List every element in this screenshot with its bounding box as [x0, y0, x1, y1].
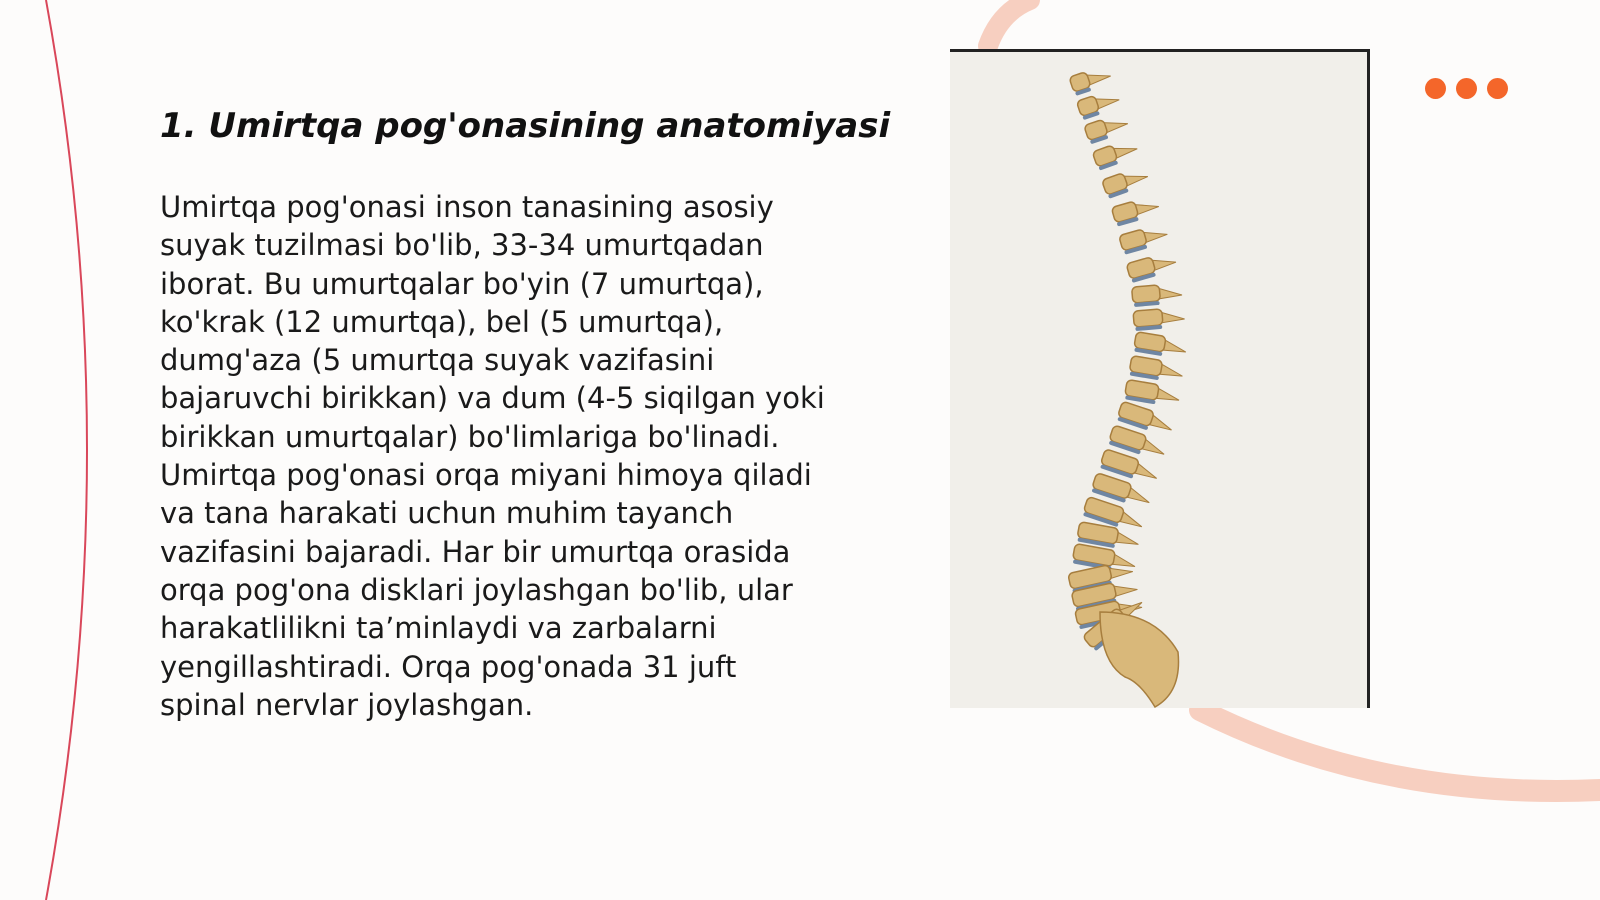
vertebra — [1133, 332, 1188, 360]
vertebra — [1092, 137, 1140, 170]
vertebra — [1119, 223, 1170, 255]
vertebra — [1129, 356, 1185, 384]
vertebra — [1132, 283, 1183, 307]
left-curve-line — [46, 0, 87, 900]
vertebra — [1111, 195, 1161, 227]
vertebra — [1133, 307, 1185, 331]
dot-icon — [1425, 78, 1446, 99]
more-dots-icon — [1425, 78, 1508, 102]
peach-arc-bottom — [1200, 710, 1600, 791]
slide-title: 1. Umirtqa pog'onasining anatomiyasi — [160, 106, 891, 146]
dot-icon — [1456, 78, 1477, 99]
peach-arc-top — [988, 0, 1030, 46]
spine-image-frame — [950, 49, 1370, 708]
sacrum — [1100, 612, 1179, 707]
slide-body-text: Umirtqa pog'onasi inson tanasining asosiy suyak tuzilmasi bo'lib, 33-34 umurtqadan iborat. Bu umurtqalar bo'yin (7 umurtqa), ko'krak (12 umurtqa), bel (5 umurtqa), dumg'aza (5 umurtqa suyak vazifasini bajaruvchi birikkan) va dum (4-5 siqilgan yoki birikkan umurtqalar) bo'limlariga bo'linadi. Umirtqa pog'onasi orqa miyani himoya qiladi va tana harakati uchun muhim tayanch vazifasini bajaradi. Har bir umurtqa orasida orqa pog'ona disklari joylashgan bo'lib, ular harakatlilikni ta’minlaydi va zarbalarni yengillashtiradi. Orqa pog'onada 31 juft spinal nervlar joylashgan. — [160, 190, 825, 722]
spine-illustration — [950, 52, 1370, 708]
vertebra — [1102, 165, 1151, 199]
vertebra — [1069, 65, 1113, 97]
dot-icon — [1487, 78, 1508, 99]
vertebra — [1126, 251, 1178, 284]
